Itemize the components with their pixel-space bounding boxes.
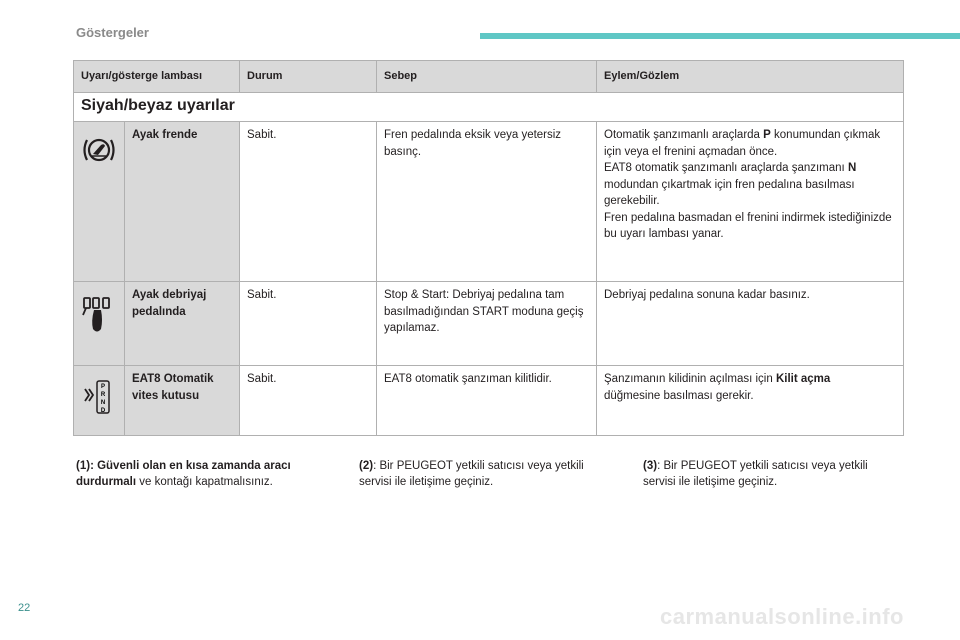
row-status: Sabit. <box>240 282 377 366</box>
group-title: Siyah/beyaz uyarılar <box>74 93 904 122</box>
table-row <box>74 366 904 436</box>
row-icon-cell <box>74 366 125 436</box>
row-name: Ayak debriyaj pedalında <box>125 282 240 366</box>
foot-on-clutch-icon <box>81 295 117 335</box>
row-icon-cell <box>74 282 125 366</box>
row-cause: Stop & Start: Debriyaj pedalına tam basılmadığından START moduna geçiş yapılamaz. <box>377 282 597 366</box>
gear-letter-d: D <box>100 408 106 414</box>
table-header-row <box>74 61 904 93</box>
footnote-1: (1): Güvenli olan en kısa zamanda aracı durdurmalı ve kontağı kapatmalısınız. <box>76 460 291 488</box>
column-header-cause: Sebep <box>377 61 597 93</box>
row-action: Debriyaj pedalına sonuna kadar basınız. <box>597 282 904 366</box>
row-status: Sabit. <box>240 366 377 436</box>
column-header-action: Eylem/Gözlem <box>597 61 904 93</box>
footnote-2: (2): Bir PEUGEOT yetkili satıcısı veya yetkili servisi ile iletişime geçiniz. <box>359 460 584 488</box>
column-header-status: Durum <box>240 61 377 93</box>
page-number: 22 <box>18 602 31 614</box>
column-header-light: Uyarı/gösterge lambası <box>74 61 240 93</box>
footnote-3: (3): Bir PEUGEOT yetkili satıcısı veya yetkili servisi ile iletişime geçiniz. <box>643 460 868 488</box>
row-icon-cell <box>74 122 125 282</box>
row-cause: Fren pedalında eksik veya yetersiz basınç. <box>377 122 597 282</box>
row-cause: EAT8 otomatik şanzıman kilitlidir. <box>377 366 597 436</box>
foot-on-brake-icon <box>81 135 117 165</box>
warning-lights-table <box>73 60 904 436</box>
table-row <box>74 122 904 282</box>
row-status: Sabit. <box>240 122 377 282</box>
row-action: Otomatik şanzımanlı araçlarda P konumundan çıkmak için veya el frenini açmadan önce. EAT8 otomatik şanzımanlı araçlarda şanzımanı N modundan çıkartmak için fren pedalına basılması gerekebilir. Fren pedalına basmadan el frenini indirmek istediğinizde bu uyarı lambası yanar. <box>597 122 904 282</box>
gear-letter-n: N <box>100 400 106 406</box>
group-row <box>74 93 904 122</box>
gear-letter-r: R <box>100 392 106 398</box>
row-name: Ayak frende <box>125 122 240 282</box>
row-action: Şanzımanın kilidinin açılması için Kilit açma düğmesine basılması gerekir. <box>597 366 904 436</box>
gear-letter-p: P <box>100 384 106 390</box>
section-title: Göstergeler <box>76 25 149 40</box>
automatic-gearbox-icon <box>81 379 117 415</box>
table-row <box>74 282 904 366</box>
header-accent-bar <box>480 33 960 39</box>
watermark: carmanualsonline.info <box>660 604 904 629</box>
row-name: EAT8 Otomatik vites kutusu <box>125 366 240 436</box>
